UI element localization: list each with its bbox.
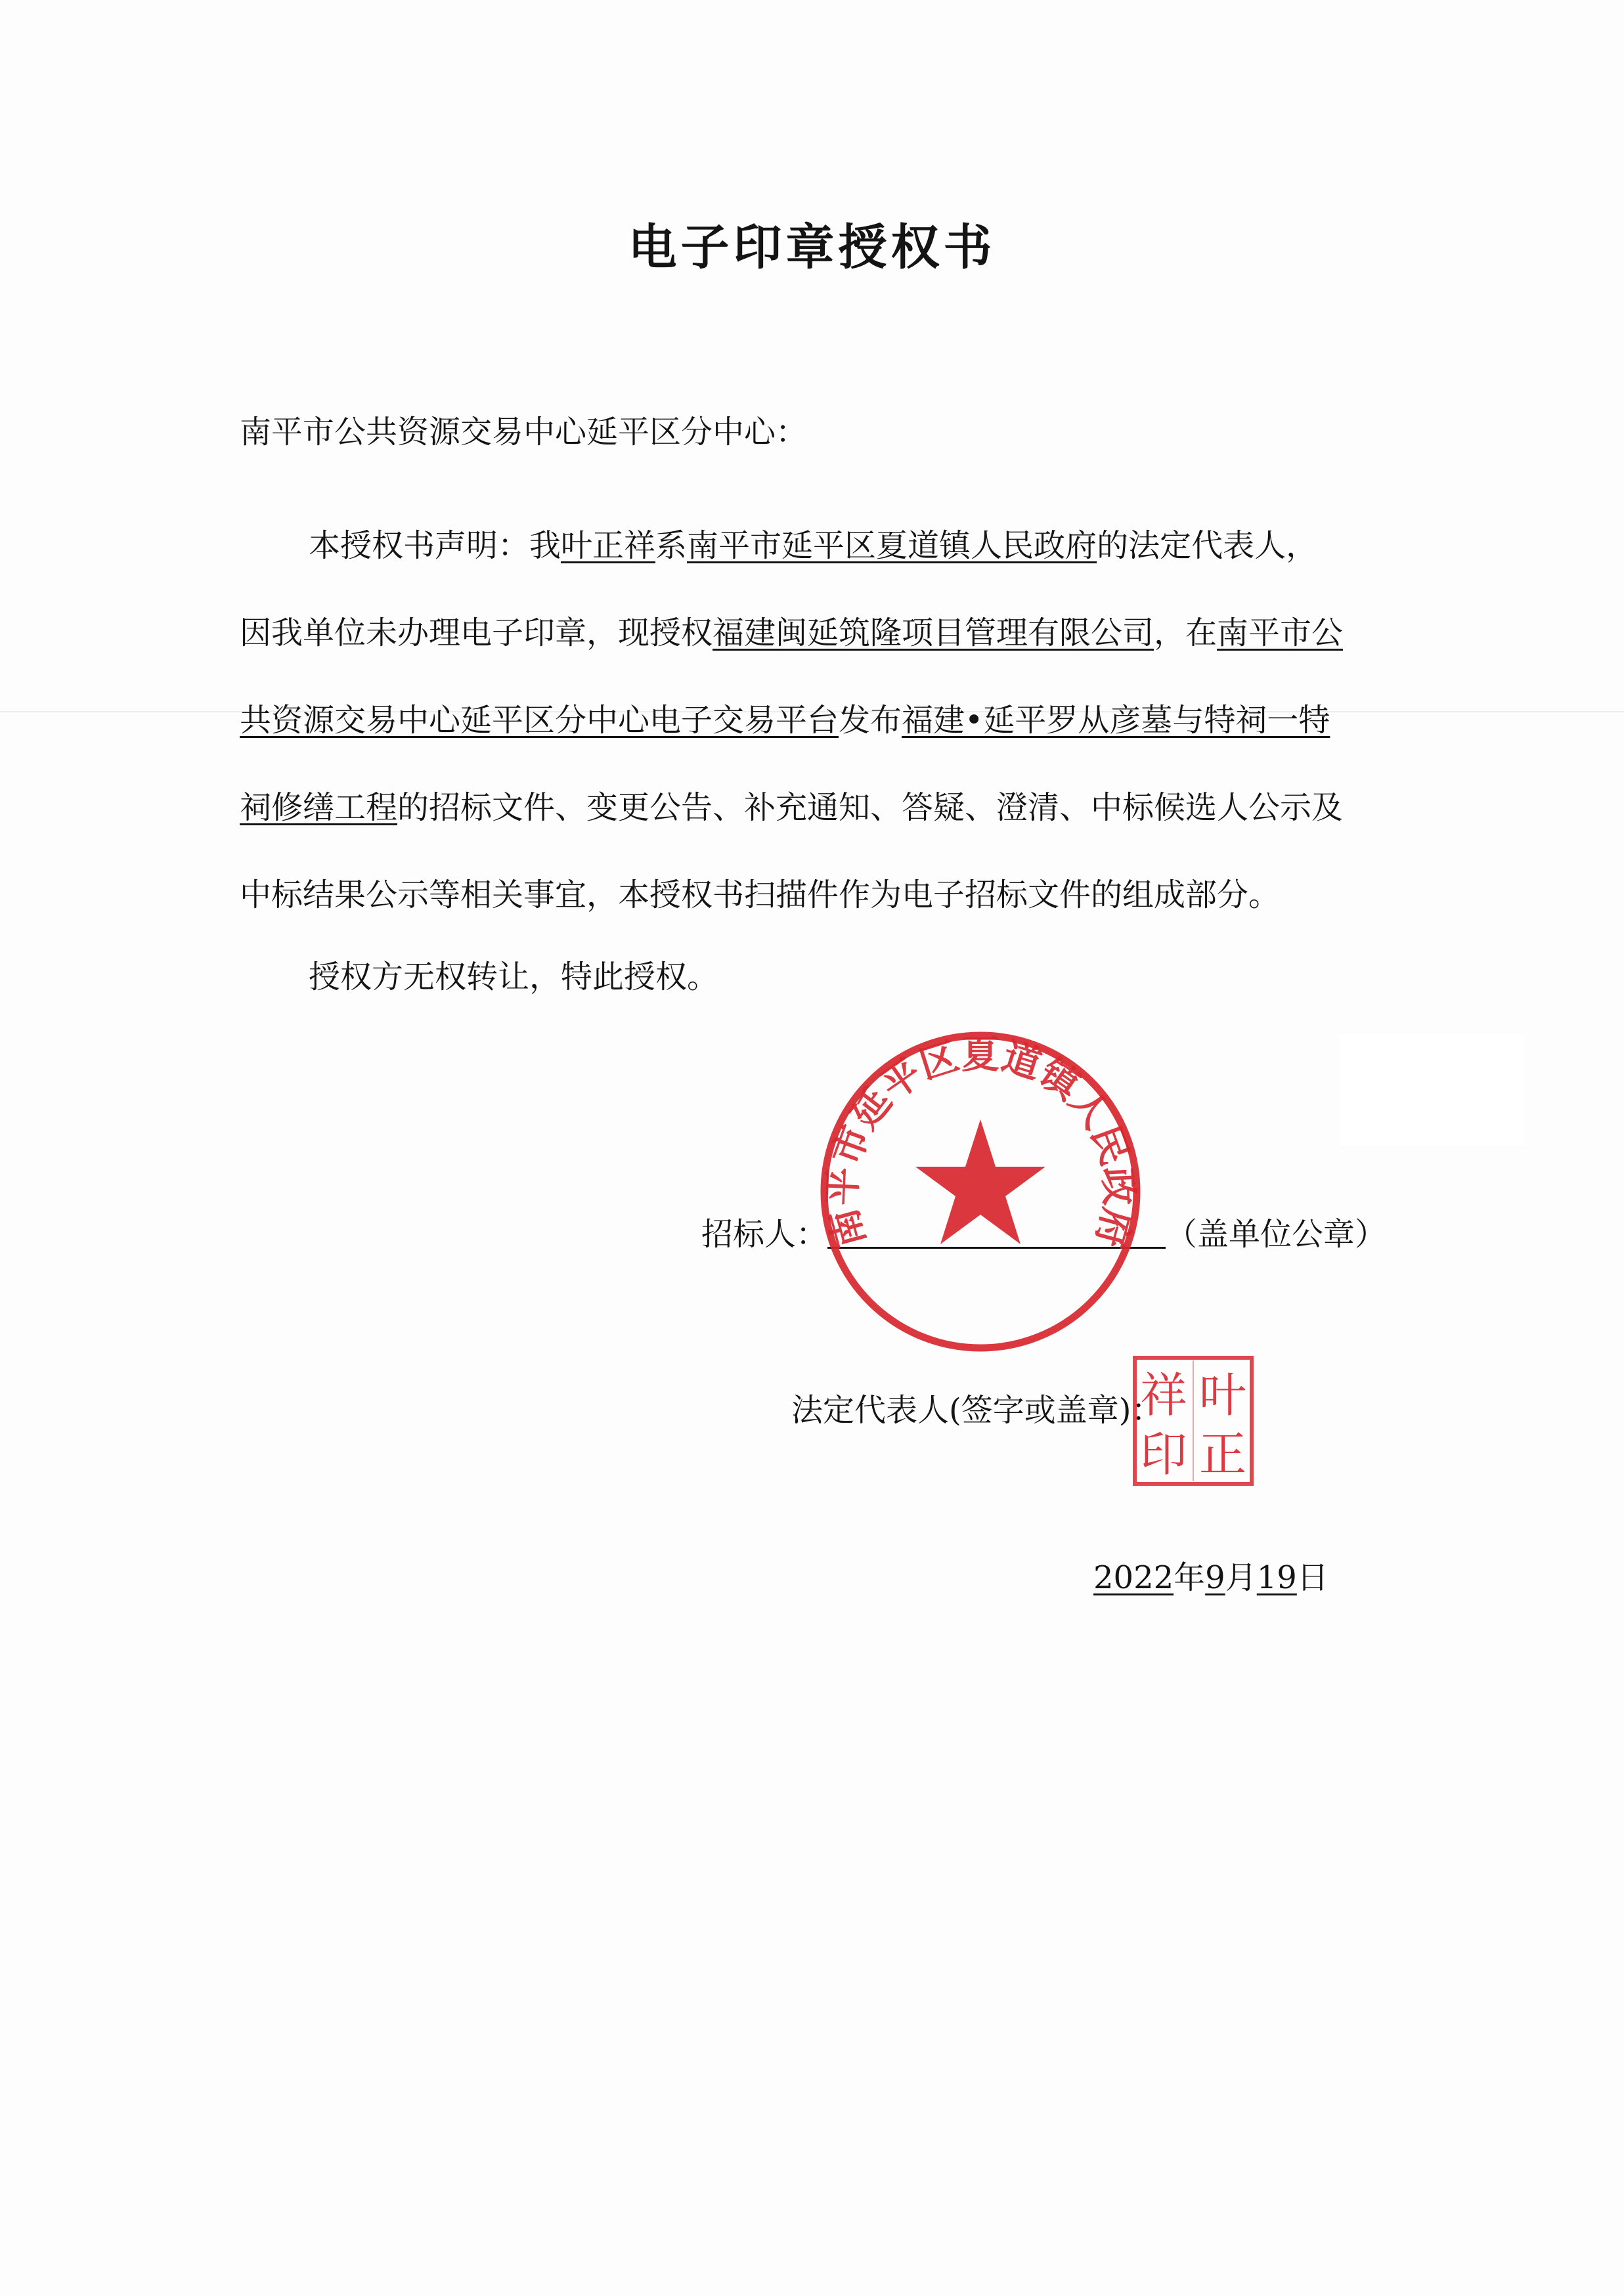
closing-paragraph: 授权方无权转让，特此授权。 <box>309 959 719 995</box>
signature-seal-char: 印 <box>1139 1427 1188 1482</box>
text-segment: 本授权书声明：我 <box>309 527 561 564</box>
seal-text: 南平市延平区夏道镇人民政府 <box>819 1031 1142 1253</box>
project-name-part1: 福建•延平罗从彦墓与特祠一特 <box>902 702 1330 739</box>
seal-star-icon <box>915 1119 1045 1244</box>
paragraph-line-2 <box>240 613 1343 653</box>
text-segment: 的法定代表人， <box>1097 527 1318 564</box>
platform-name-part1: 南平市公 <box>1217 615 1344 651</box>
text-segment: 的招标文件、变更公告、补充通知、答疑、澄清、中标候选人公示及 <box>397 789 1344 826</box>
legal-rep-line: 法定代表人(签字或盖章)： <box>791 1392 1163 1429</box>
agent-company: 福建闽延筑隆项目管理有限公司 <box>713 615 1154 651</box>
text-segment: 发布 <box>839 702 902 739</box>
signature-seal-icon <box>1131 1354 1256 1488</box>
date-month-unit: 月 <box>1225 1559 1257 1596</box>
signature-seal-char: 祥 <box>1139 1368 1188 1423</box>
paragraph-line-3 <box>240 701 1330 740</box>
text-segment: ，在 <box>1154 615 1218 651</box>
date-month: 9 <box>1205 1559 1225 1596</box>
date-year: 2022 <box>1093 1559 1174 1596</box>
redaction-patch <box>1340 1034 1524 1146</box>
tenderer-label: 招标人： <box>701 1216 828 1253</box>
date-day-unit: 日 <box>1296 1559 1328 1596</box>
signature-seal-char: 正 <box>1198 1427 1247 1482</box>
paragraph-line-5: 中标结果公示等相关事宜，本授权书扫描件作为电子招标文件的组成部分。 <box>240 877 1281 913</box>
official-seal-icon <box>816 1028 1145 1356</box>
organization-name: 南平市延平区夏道镇人民政府 <box>687 527 1097 564</box>
date-year-unit: 年 <box>1174 1559 1206 1596</box>
paragraph-line-4 <box>240 788 1343 827</box>
date-day: 19 <box>1256 1559 1297 1596</box>
paragraph-line-1 <box>309 526 1317 565</box>
platform-name-part2: 共资源交易中心延平区分中心电子交易平台 <box>240 702 839 739</box>
date-line <box>1093 1558 1328 1597</box>
project-name-part2: 祠修缮工程 <box>240 789 398 826</box>
document-title: 电子印章授权书 <box>628 219 996 276</box>
addressee: 南平市公共资源交易中心延平区分中心： <box>240 414 808 450</box>
tenderer-note: （盖单位公章） <box>1166 1216 1387 1253</box>
signature-seal-char: 叶 <box>1198 1368 1247 1423</box>
text-segment: 系 <box>655 527 688 564</box>
legal-rep-name: 叶正祥 <box>561 527 656 564</box>
text-segment: 因我单位未办理电子印章，现授权 <box>240 615 713 651</box>
